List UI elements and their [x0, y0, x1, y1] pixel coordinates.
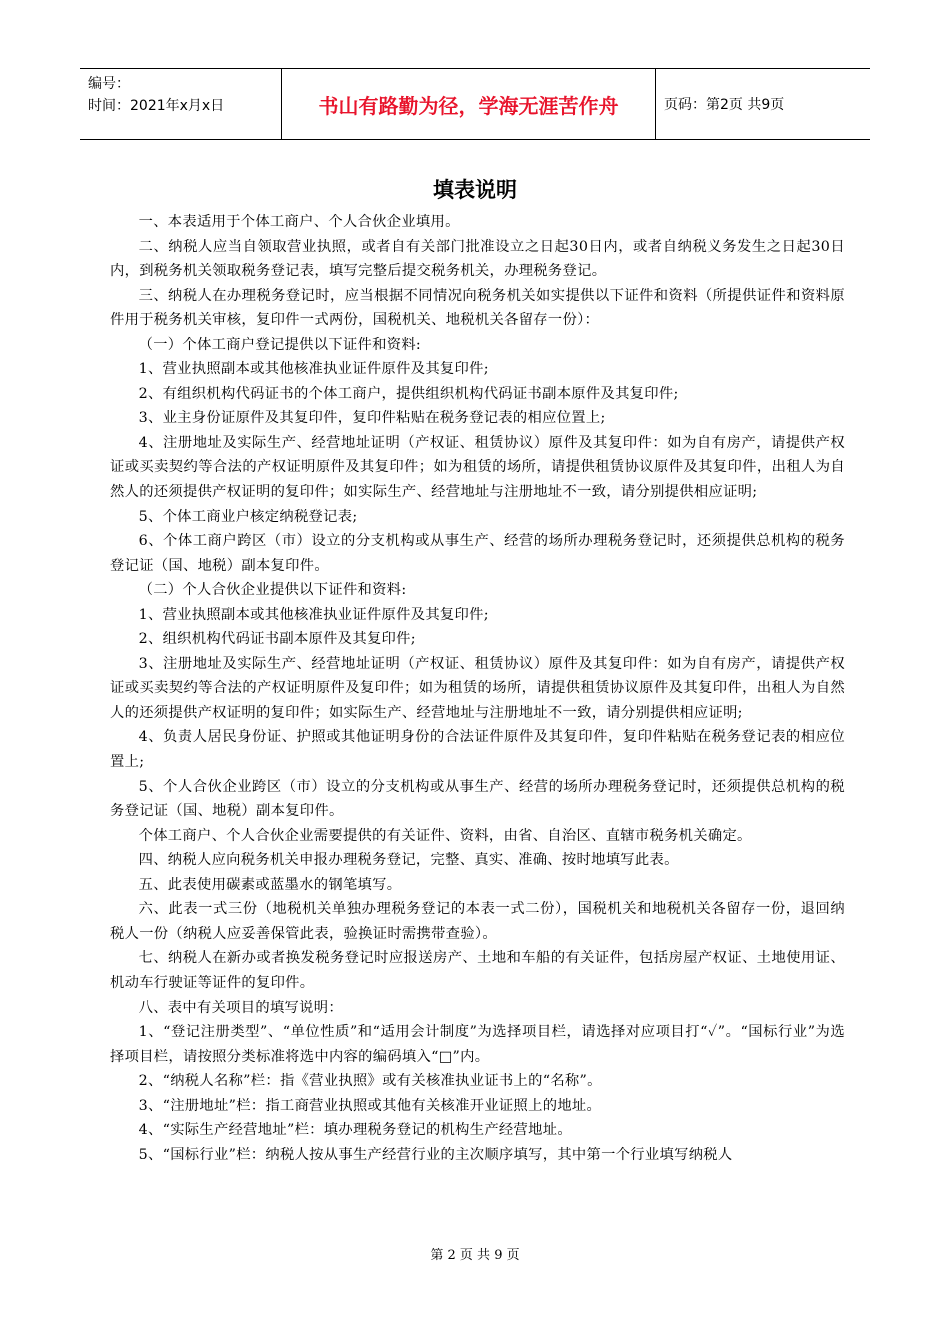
header-page-info: 页码：第2页 共9页	[664, 97, 785, 113]
paragraph: 3、注册地址及实际生产、经营地址证明（产权证、租赁协议）原件及其复印件：如为自有房产，请提供产权证或买卖契约等合法的产权证明原件及复印件；如为租赁的场所，请提供租赁协议原件及其复印件，出租人为自然人的还须提供产权证明的复印件；如实际生产、经营地址与注册地址不一致，请分别提供相应证明;	[110, 655, 845, 721]
header-motto: 书山有路勤为径，学海无涯苦作舟	[282, 69, 656, 139]
paragraph: 3、业主身份证原件及其复印件，复印件粘贴在税务登记表的相应位置上;	[138, 410, 606, 427]
page-footer: 第 2 页 共 9 页	[430, 1248, 520, 1263]
paragraph: 5、个人合伙企业跨区（市）设立的分支机构或从事生产、经营的场所办理税务登记时，还须提供总机构的税务登记证（国、地税）副本复印件。	[110, 778, 845, 820]
page-title: 填表说明	[433, 178, 517, 202]
paragraph: 个体工商户、个人合伙企业需要提供的有关证件、资料，由省、自治区、直辖市税务机关确定。	[138, 827, 752, 844]
paragraph: （二）个人合伙企业提供以下证件和资料:	[138, 582, 407, 599]
paragraph: 七、纳税人在新办或者换发税务登记时应报送房产、土地和车船的有关证件，包括房屋产权证、土地使用证、机动车行驶证等证件的复印件。	[110, 950, 845, 991]
document-number-label: 编号：	[88, 76, 130, 92]
paragraph: 5、个体工商业户核定纳税登记表;	[138, 508, 358, 525]
paragraph: 二、纳税人应当自领取营业执照，或者自有关部门批准设立之日起30日内，或者自纳税义务发生之日起30日内，到税务机关领取税务登记表，填写完整后提交税务机关，办理税务登记。	[110, 238, 845, 280]
paragraph: 4、“实际生产经营地址”栏：填办理税务登记的机构生产经营地址。	[138, 1122, 572, 1139]
paragraph: 1、营业执照副本或其他核准执业证件原件及其复印件;	[138, 361, 489, 378]
paragraph: 5、“国标行业”栏：纳税人按从事生产经营行业的主次顺序填写，其中第一个行业填写纳税人	[138, 1146, 733, 1163]
paragraph: （一）个体工商户登记提供以下证件和资料:	[138, 336, 422, 353]
paragraph: 4、注册地址及实际生产、经营地址证明（产权证、租赁协议）原件及其复印件：如为自有房产，请提供产权证或买卖契约等合法的产权证明原件及其复印件；如为租赁的场所，请提供租赁协议原件及其复印件，出租人为自然人的还须提供产权证明的复印件；如实际生产、经营地址与注册地址不一致，请分别提供相应证明;	[110, 434, 845, 501]
paragraph: 八、表中有关项目的填写说明：	[138, 999, 343, 1016]
header-meta	[80, 69, 282, 139]
paragraph: 2、组织机构代码证书副本原件及其复印件;	[138, 631, 416, 648]
page-header	[80, 68, 870, 140]
paragraph: 1、营业执照副本或其他核准执业证件原件及其复印件;	[138, 606, 489, 623]
paragraph: 1、“登记注册类型”、“单位性质”和“适用会计制度”为选择项目栏，请选择对应项目打“✓”。“国标行业”为选择项目栏，请按照分类标准将选中内容的编码填入“□”内。	[110, 1024, 845, 1065]
paragraph: 四、纳税人应向税务机关申报办理税务登记，完整、真实、准确、按时地填写此表。	[138, 852, 679, 869]
paragraph: 2、“纳税人名称”栏：指《营业执照》或有关核准执业证书上的“名称”。	[138, 1073, 602, 1090]
paragraph: 六、此表一式三份（地税机关单独办理税务登记的本表一式二份），国税机关和地税机关各留存一份，退回纳税人一份（纳税人应妥善保管此表，验换证时需携带查验）。	[110, 901, 845, 942]
paragraph: 一、本表适用于个体工商户、个人合伙企业填用。	[138, 214, 460, 230]
paragraph: 4、负责人居民身份证、护照或其他证明身份的合法证件原件及其复印件，复印件粘贴在税务登记表的相应位置上;	[110, 729, 845, 771]
paragraph: 3、“注册地址”栏：指工商营业执照或其他有关核准开业证照上的地址。	[138, 1097, 602, 1114]
paragraph: 五、此表使用碳素或蓝墨水的钢笔填写。	[138, 876, 402, 893]
paragraph: 2、有组织机构代码证书的个体工商户，提供组织机构代码证书副本原件及其复印件;	[138, 385, 679, 402]
paragraph: 三、纳税人在办理税务登记时，应当根据不同情况向税务机关如实提供以下证件和资料（所提供证件和资料原件用于税务机关审核，复印件一式两份，国税机关、地税机关各留存一份）：	[110, 287, 845, 329]
document-time-label: 时间：2021年x月x日	[88, 98, 225, 114]
instructions-body	[110, 210, 845, 1167]
paragraph: 6、个体工商户跨区（市）设立的分支机构或从事生产、经营的场所办理税务登记时，还须提供总机构的税务登记证（国、地税）副本复印件。	[110, 533, 845, 574]
